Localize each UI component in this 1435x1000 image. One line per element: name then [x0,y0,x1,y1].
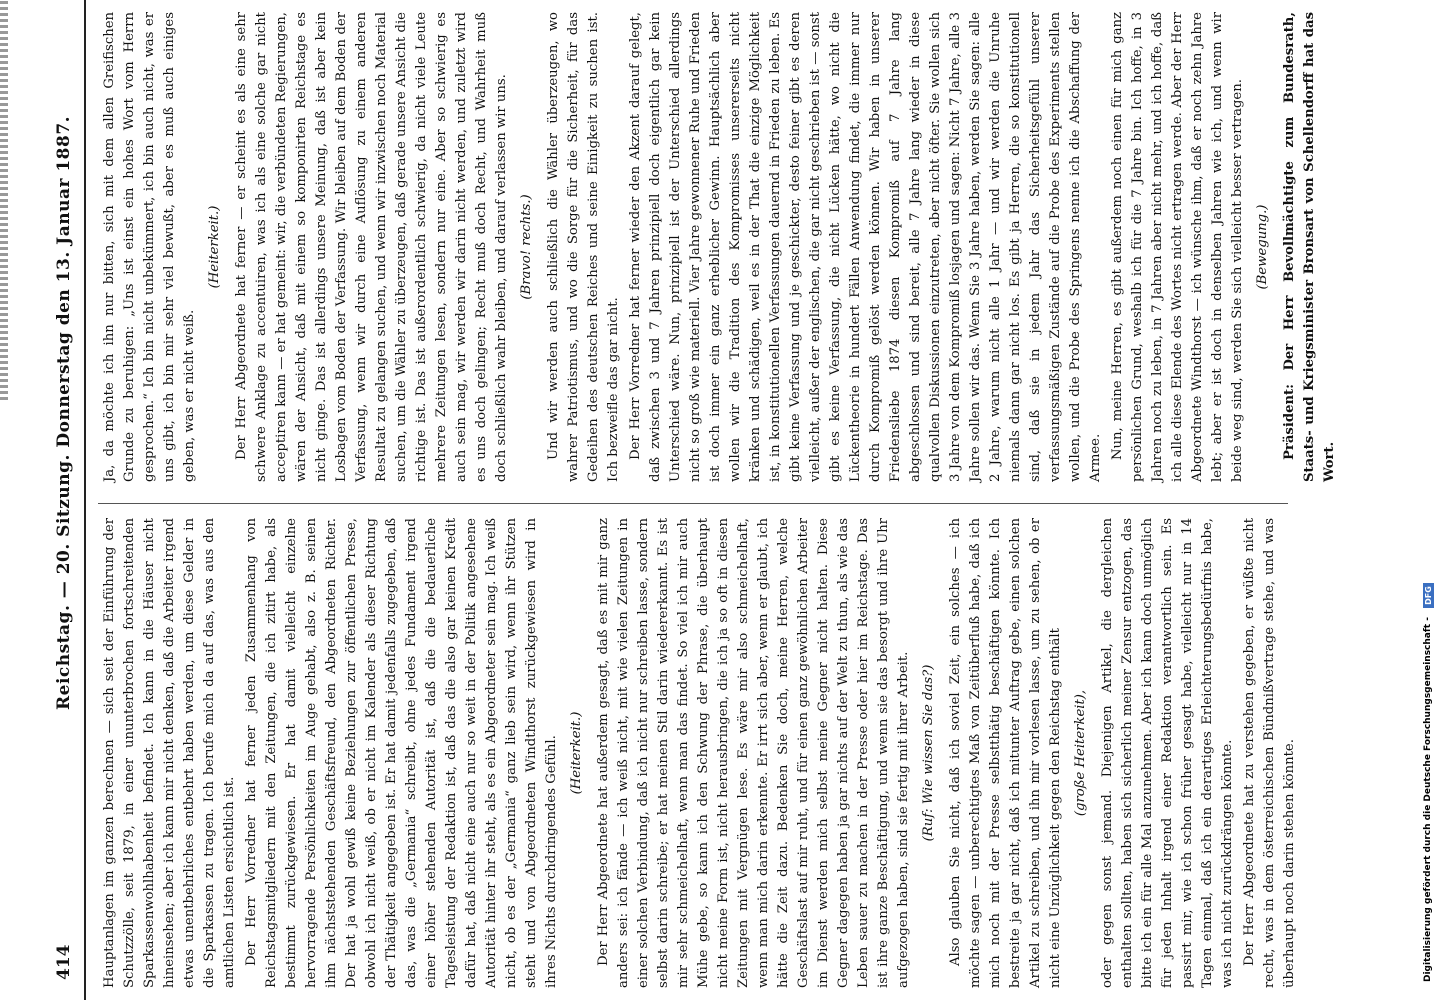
right-column [100,12,1337,482]
stage-direction: (große Heiterkeit), [1073,689,1088,817]
stage-direction: (Ruf: Wie wissen Sie das?) [921,664,936,842]
paragraph: Der Herr Abgeordnete hat ferner — er scheint es als eine sehr schwere Anklage zu accentuiren, was ich als eine solche gar nicht acceptiren kann — er hat gemeint: wir, die verbündeten Regierungen, wären der Ansicht, daß mit einem so komponirten Reichstage es nicht ginge. Das ist allerdings unsere Meinung, daß ist aber kein Losbagen vom Boden der Verfassung. Wir bleiben auf dem Boden der Verfassung, wenn wir durch eine Auflösung zu einem anderen Resultat zu gelangen suchen, und wenn wir inzwischen noch Material suchen, um die Wähler zu überzeugen, daß gerade unsere Ansicht die richtige ist. Das ist außerordentlich schwierig, da nicht viele Leute mehrere Zeitungen lesen, sondern nur eine. Aber so schwierig es auch sein mag, wir werden wir darin nicht werden, und zuletzt wird es uns doch gelingen; Recht muß doch Recht, und Wahrheit muß doch schließlich wahr bleiben, und darauf verlassen wir uns. [234,12,509,482]
dfg-logo-icon: DFG [1423,583,1434,608]
stage-direction: (Bravo! rechts.) [519,194,534,300]
paragraph: Der Herr Abgeordnete hat außerdem gesagt, daß es mit mir ganz anders sei: ich fände — ich weiß nicht, mit wie vielen Zeitungen in einer solchen Verbindung, daß ich nicht nur schreiben lasse, sondern selbst darin schreibe; er hat meinen Stil darin wiedererkannt. Es ist mir sehr schmeichelhaft, wenn man das findet. So viel ich mir auch Mühe gebe, so kann ich den Schwung der Phrase, die überhaupt nicht meine Form ist, nicht herausbringen, die ich ja so oft in diesen Zeitungen mit Vergnügen lese. Es wäre mir also schmeichelhaft, wenn man mich darin erkennte. Er irrt sich aber, wenn er glaubt, ich hätte die Zeit dazu. Bedenken Sie doch, meine Herren, welche Geschäftslast auf mir ruht, und für einen ganz gewöhnlichen Arbeiter im Dienst werden mich selbst meine Gegner nicht halten. Diese Gegner dagegen haben ja gar nichts auf der Welt zu thun, als wie das Leben sauer zu machen in der Presse oder hier im Reichstage. Das ist ihre ganze Beschäftigung, und wenn sie das besorgt und ihre Uhr aufgezogen haben, sind sie fertig mit ihrer Arbeit. [596,518,911,988]
running-title: Reichstag. — 20. Sitzung. Donnerstag den 13. Januar 1887. [54,115,74,710]
paragraph: Der Herr Vorredner hat ferner jeden Zusammenhang von Reichstagsmitgliedern mit den Zeitungen, die ich zitirt habe, als bestimmt zurückgewiesen. Er hat damit vielleicht einzelne hervorragende Persönlichkeiten im Auge gehabt, also z. B. seinen ihm nächststehenden Geschäftsfreund, den Abgeordneten Richter. Der hat ja wohl gewiß keine Beziehungen zur öffentlichen Presse, obwohl ich nicht weiß, ob er nicht im Kalender als dieser Richtung der Thätigkeit angegeben ist. Er hat damit jedenfalls zugegeben, daß das, was die „Germania“ schreibt, ohne jedes Fundament irgend einer höher stehenden Autorität ist, daß die die bedauerliche Tagesleistung der Redaktion ist, daß das die also gar keinen Kredit dafür hat, daß nicht eine auch nur so weit in der Politik angesehene Autorität hinter ihr steht, als es ein Abgeordneter sein mag. Ich weiß nicht, ob es der „Germania“ ganz lieb sein wird, wenn ihr Stützen steht und von Abgeordneten Windthorst zurückgewiesen wird in ihres Nichts durchdringendes Gefühl. [244,518,559,988]
stage-direction: (Bewegung.) [1255,204,1270,290]
scan-edge-artifact [0,0,8,400]
page-number: 414 [54,944,74,980]
speaker-paragraph: Präsident: Der Herr Bevollmächtigte zum Bundesrath, Staats- und Kriegsminister Bronsart von Schellendorff hat das Wort. [1282,12,1337,482]
paragraph: Hauptanlagen im ganzen berechnen — sich seit der Einführung der Schutzzölle, seit 1879, in einer ununterbrochen fortschreitenden Sparkassenwohlhabenheit befindet. Ich kann in die Häuser nicht hineinsehen; aber ich kann mir nicht denken, daß die Arbeiter irgend etwas unentbehrliches entbehrt haben werden, um diese Gelder in die Sparkassen zu tragen. Ich berufe mich da auf das, was aus den amtlichen Listen ersichtlich ist. [102,518,237,988]
paragraph: Der Herr Vorredner hat ferner wieder den Akzent darauf gelegt, daß zwischen 3 und 7 Jahren prinzipiell doch eigentlich gar kein Unterschied wäre. Nun, prinzipiell ist der Unterschied allerdings nicht so groß wie materiell. Vier Jahre gewonnener Ruhe und Frieden ist doch immer ein ganz erheblicher Gewinn. Hauptsächlich aber wollen wir die Tradition des Kompromisses unsererseits nicht kränken und schädigen, weil es in der That die einzige Möglichkeit ist, in konstitutionellen Verfassungen dauernd in Frieden zu leben. Es gibt keine Verfassung und je geschickter, desto feiner gibt es deren vielleicht, außer der englischen, die gar nicht geschrieben ist — sonst gibt es keine Verfassung, die nicht Lücken hätte, wo nicht die Lückentheorie in hundert Fällen Anwendung findet, die immer nur durch Kompromiß gelöst werden können. Wir haben in unserer Friedensliebe 1874 diesen Kompromiß auf 7 Jahre lang abgeschlossen und sind bereit, alle 7 Jahre lang wieder in diese qualvollen Diskussionen einzutreten, aber nicht öfter. Sie wollen sich 3 Jahre von dem Kompromiß losjagen und sagen: Nicht 7 Jahre, alle 3 Jahre sollen wir das. Wenn Sie 3 Jahre haben, werden Sie sagen: alle 2 Jahre, warum nicht alle 1 Jahr — und wir werden die Unruhe niemals dann gar nicht los. Es gibt ja Herren, die so konstitutionell sind, daß sie in jedem Jahr das Sicherheitsgefühl unserer verfassungsmäßigen Zustände auf die Probe des Experiments stellen wollen, und die Probe des Springens nenne ich die Abschaffung der Armee. [628,12,1103,482]
paragraph: Ja, da möchte ich ihn nur bitten, sich mit dem allen Greifischen Grunde zu beruhigen: „Uns ist einst ein hohes Wort vom Herrn gesprochen.“ Ich bin nicht unbekümmert, ich bin auch nicht, was er uns gibt, ich bin mir sehr viel bewußt, aber es muß auch einiges geben, was er nicht weiß. [102,12,197,482]
digitization-credit [1423,12,1433,982]
paragraph: Und wir werden auch schließlich die Wähler überzeugen, wo wahrer Patriotismus, und wo die Sorge für die Sicherheit, für das Gedeihen des deutschen Reiches und seine Einigkeit zu suchen ist. Ich bezweifle das gar nicht. [546,12,621,482]
stage-direction: (Heiterkeit.) [207,205,222,289]
page-header [46,0,80,1000]
paragraph: Also glauben Sie nicht, daß ich soviel Zeit, ein solches — ich möchte sagen — unberechtigtes Maß von Zeitüberfluß habe, daß ich mich noch mit der Presse selbstthätig beschäftigen könnte. Ich bestreite ja gar nicht, daß ich mitunter Auftrag gebe, einen solchen Artikel zu schreiben, und ihn mir vorlesen lasse, um zu sehen, ob er nicht eine Unzüglichkeit gegen den Reichstag enthält [948,518,1063,988]
paragraph: Nun, meine Herren, es gibt außerdem noch einen für mich ganz persönlichen Grund, weshalb ich für die 7 Jahre bin. Ich hoffe, in 3 Jahren noch zu leben, in 7 Jahren aber nicht mehr, und ich hoffe, daß ich alle diese Elende des Wortes nicht ertragen werde. Aber der Herr Abgeordnete Windthorst — ich wünsche ihm, daß er noch zehn Jahre lebt; aber er ist doch in denselben Jahren wie ich, und wenn wir beide weg sind, werden Sie sich vielleicht besser vertragen. [1110,12,1245,482]
header-rule [84,0,86,1000]
left-column [100,518,1300,988]
credit-text: Digitalisierung gefördert durch die Deutsche Forschungsgemeinschaft - [1423,617,1433,982]
column-separator [98,503,1288,504]
paragraph: oder gegen sonst jemand. Diejenigen Artikel, die dergleichen enthalten sollten, haben sich sicherlich meiner Zensur entzogen, das bitte ich ein für alle Mal anzunehmen. Aber ich kann doch unmöglich für jeden Inhalt irgend einer Redaktion verantwortlich sein. Es passirt mir, wie ich schon früher gesagt habe, vielleicht nur in 14 Tagen einmal, daß ich ein derartiges Erleichterungsbedürfnis habe, was ich nicht zurückdrängen könnte. [1100,518,1235,988]
stage-direction: (Heiterkeit.) [569,711,584,795]
paragraph: Der Herr Abgeordnete hat zu verstehen gegeben, er wüßte nicht recht, was in dem österreichischen Bündnißvertrage stehe, und was überhaupt noch darin stehen könnte. [1242,518,1297,988]
